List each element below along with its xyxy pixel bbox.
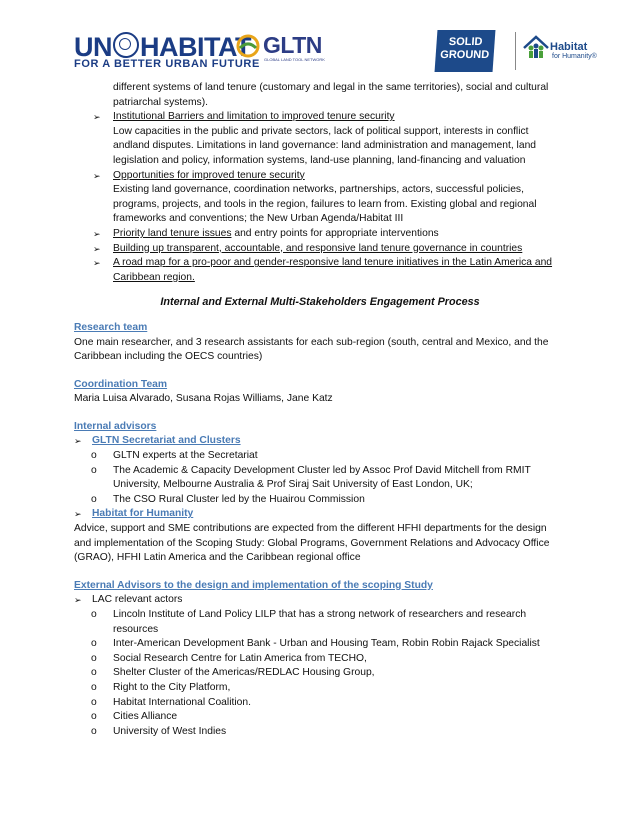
list-item: o The CSO Rural Cluster led by the Huairou Commission xyxy=(74,493,566,508)
habitat-body: Advice, support and SME contributions are expected from the different HFHI departments for the design and implementation of the Scoping Study: Global Programs, Government Relations and Advocacy Office (GRAO), HFHI Latin America and the Caribbean regional office xyxy=(74,523,550,564)
circle-bullet-icon: o xyxy=(91,464,97,476)
arrow-bullet-icon: ➢ xyxy=(74,509,82,520)
external-advisors-title: External Advisors to the design and implementation of the scoping Study xyxy=(74,579,433,591)
research-team-title: Research team xyxy=(74,321,148,333)
habitat-house-icon xyxy=(522,34,550,60)
gltn-clusters-item: ➢ GLTN Secretariat and Clusters xyxy=(74,434,566,449)
list-item: o Shelter Cluster of the Americas/REDLAC Housing Group, xyxy=(74,666,566,681)
list-item: o Lincoln Institute of Land Policy LILP that has a strong network of researchers and research resources xyxy=(91,609,527,635)
list-item: o University of West Indies xyxy=(74,725,566,740)
habitat-logo-text: Habitat xyxy=(550,41,588,53)
arrow-bullet-icon: ➢ xyxy=(93,228,101,239)
list-item: ➢ Priority land tenure issues and entry points for appropriate interventions xyxy=(74,227,566,242)
list-continuation: different systems of land tenure (customary and legal in the same territories), social and cultural patriarchal systems). xyxy=(113,82,549,108)
un-globe-icon xyxy=(113,32,139,58)
un-habitat-logo: UN HABITAT xyxy=(74,32,251,62)
list-item: o GLTN experts at the Secretariat xyxy=(74,449,566,464)
circle-bullet-icon: o xyxy=(91,652,97,664)
page-header xyxy=(0,0,638,80)
section-heading: Internal and External Multi-Stakeholders Engagement Process xyxy=(160,296,480,309)
circle-bullet-icon: o xyxy=(91,667,97,679)
document-body xyxy=(74,81,566,739)
circle-bullet-icon: o xyxy=(91,450,97,462)
circle-bullet-icon: o xyxy=(91,638,97,650)
coordination-team-body: Maria Luisa Alvarado, Susana Rojas Williams, Jane Katz xyxy=(74,393,333,405)
solid-ground-logo: SOLID GROUND xyxy=(435,30,496,72)
list-item: o Habitat International Coalition. xyxy=(74,696,566,711)
list-item: o Cities Alliance xyxy=(74,710,566,725)
logo-divider xyxy=(515,32,516,70)
arrow-bullet-icon: ➢ xyxy=(93,243,101,254)
list-item: ➢ Building up transparent, accountable, and responsive land tenure governance in countries xyxy=(74,242,566,257)
list-item: ➢ Opportunities for improved tenure security Existing land governance, coordination networks, partnerships, actors, successful policies, programs, projects, and tools in the region, failures to learn from. Existing global and regional frameworks and conventions; the New Urban Agenda/Habitat III xyxy=(93,169,537,225)
circle-bullet-icon: o xyxy=(91,609,97,620)
lac-actors-item: ➢ LAC relevant actors xyxy=(74,593,566,608)
circle-bullet-icon: o xyxy=(91,681,97,693)
habitat-logo-sub: for Humanity® xyxy=(552,53,597,60)
research-team-body: One main researcher, and 3 research assistants for each sub-region (south, central and Mexico, and the Caribbean including the OECS countries) xyxy=(74,336,549,363)
list-item: o Right to the City Platform, xyxy=(74,681,566,696)
circle-bullet-icon: o xyxy=(91,725,97,737)
gltn-logo: GLTN GLOBAL LAND TOOL NETWORK xyxy=(236,33,322,57)
coordination-team-title: Coordination Team xyxy=(74,378,168,390)
un-habitat-tagline: FOR A BETTER URBAN FUTURE xyxy=(74,58,260,70)
circle-bullet-icon: o xyxy=(91,493,97,505)
arrow-bullet-icon: ➢ xyxy=(93,112,101,123)
list-item: ➢ A road map for a pro-poor and gender-responsive land tenure initiatives in the Latin America and Caribbean region. xyxy=(93,257,553,283)
list-item: ➢ Institutional Barriers and limitation to improved tenure security Low capacities in the public and private sectors, lack of political support, interests in conflict andland disputes. Limitations in land governance: land administration and management, land legislation and policy, information systems, land-use planning, land-financing and valuation xyxy=(93,111,537,166)
internal-advisors-title: Internal advisors xyxy=(74,420,157,432)
habitat-item: ➢ Habitat for Humanity xyxy=(74,507,566,522)
circle-bullet-icon: o xyxy=(91,696,97,708)
gltn-globe-icon xyxy=(236,34,260,58)
circle-bullet-icon: o xyxy=(91,711,97,723)
arrow-bullet-icon: ➢ xyxy=(74,595,82,606)
arrow-bullet-icon: ➢ xyxy=(74,436,82,447)
list-item: o Inter-American Development Bank - Urban and Housing Team, Robin Robin Rajack Specialist xyxy=(74,637,566,652)
list-item: o The Academic & Capacity Development Cluster led by Assoc Prof David Mitchell from RMIT University, Melbourne Australia & Prof Siraj Sait University of East London, UK; xyxy=(91,464,531,491)
arrow-bullet-icon: ➢ xyxy=(93,258,101,269)
list-item: o Social Research Centre for Latin America from TECHO, xyxy=(74,652,566,667)
arrow-bullet-icon: ➢ xyxy=(93,170,101,181)
